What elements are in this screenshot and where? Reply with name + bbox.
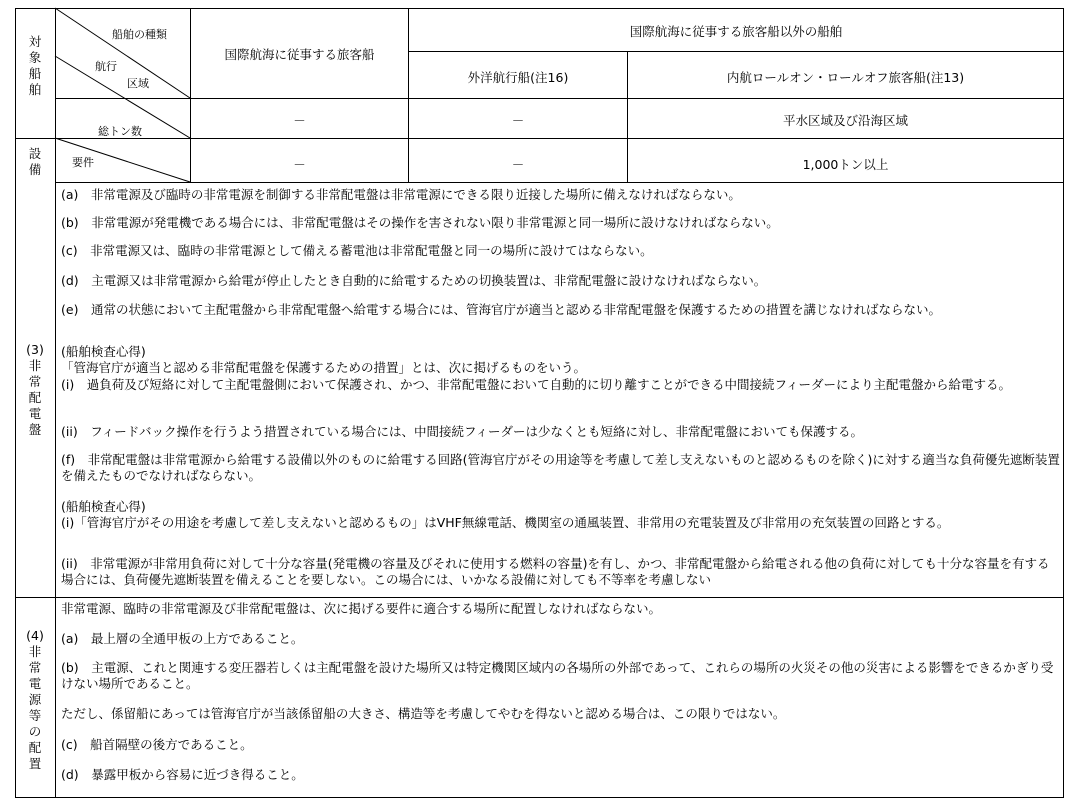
col-ocean-going: 外洋航行船(注16) bbox=[467, 70, 569, 85]
section3-para-d: (d) 主電源又は非常電源から給電が停止したとき自動的に給電するための切換装置は、非常配電盤に設けなければならない。 bbox=[61, 273, 767, 288]
section3-para-f: (f) 非常配電盤は非常電源から給電する設備以外のものに給電する回路(管海官庁がその用途等を考慮して差し支えないものと認めるものを除く)に対する適当な負荷優先遮断装置を備えたものでなければならない。 bbox=[61, 452, 1060, 483]
tonnage-value-international: － bbox=[293, 157, 306, 172]
col-other-than-international: 国際航海に従事する旅客船以外の船舶 bbox=[629, 24, 843, 39]
diagonal-line-upper bbox=[55, 8, 190, 98]
diag-navigation-1: 航行 bbox=[95, 60, 117, 73]
section4-para-c: (c) 船首隔壁の後方であること。 bbox=[61, 737, 253, 752]
facility-label: 設 備 bbox=[28, 146, 42, 177]
nav-value-ocean-going: － bbox=[511, 113, 525, 128]
section3-para-e: (e) 通常の状態において主配電盤から非常配電盤へ給電する場合には、管海官庁が適当と認める非常配電盤を保護するための措置を講じなければならない。 bbox=[61, 302, 941, 317]
section4-para-b: (b) 主電源、これと関連する変圧器若しくは主配電盤を設けた場所又は特定機関区域内の各場所の外部であって、これらの場所の火災その他の災害による影響をできるかぎり受けない場所であること。 bbox=[61, 660, 1054, 691]
nav-value-domestic: 平水区域及び沿海区域 bbox=[782, 113, 908, 128]
section3-para-c: (c) 非常電源又は、臨時の非常電源として備える蓄電池は非常配電盤と同一の場所に設けてはならない。 bbox=[61, 243, 653, 258]
section3-guide-intro: 「管海官庁が適当と認める非常配電盤を保護するための措置」とは、次に掲げるものをいう。 bbox=[61, 360, 587, 375]
section3-guide-heading-1: (船舶検査心得) bbox=[61, 344, 146, 359]
section3-guide-ii: (ii) フィードバック操作を行うよう措置されている場合には、中間接続フィーダーは少なくとも短絡に対し、非常配電盤においても保護する。 bbox=[61, 424, 863, 439]
section3-label: (3) 非 常 配 電 盤 bbox=[26, 342, 44, 437]
section3-guide2-ii: (ii) 非常電源が非常用負荷に対して十分な容量(発電機の容量及びそれに使用する燃料の容量)を有し、かつ、非常配電盤から給電される他の負荷に対しても十分な容量を有する場合には、負荷優先遮断装置を備えることを要しない。この場合には、いかなる設備に対しても不等率を考慮しない bbox=[61, 556, 1050, 587]
section3-guide2-i: (i)「管海官庁がその用途を考慮して差し支えないと認めるもの」はVHF無線電話、機関室の通風装置、非常用の充電装置及び非常用の充気装置の回路とする。 bbox=[61, 515, 950, 530]
diag-navigation-2: 区域 bbox=[127, 77, 149, 90]
section4-para-a: (a) 最上層の全通甲板の上方であること。 bbox=[61, 631, 304, 646]
target-ship-label: 対 象 船 舶 bbox=[28, 34, 42, 97]
tonnage-value-domestic: 1,000トン以上 bbox=[802, 157, 889, 172]
section3-para-b: (b) 非常電源が発電機である場合には、非常配電盤はその操作を害されない限り非常電源と同一場所に設けなければならない。 bbox=[61, 215, 779, 230]
section4-para-d: (d) 暴露甲板から容易に近づき得ること。 bbox=[61, 767, 304, 782]
section3-guide-heading-2: (船舶検査心得) bbox=[61, 499, 146, 514]
diag-ship-type: 船舶の種類 bbox=[112, 28, 167, 41]
diag-gross-tonnage: 総トン数 bbox=[98, 125, 142, 138]
col-domestic-roro: 内航ロールオン・ロールオフ旅客船(注13) bbox=[726, 70, 965, 85]
nav-value-international: － bbox=[293, 113, 306, 128]
requirement-label: 要件 bbox=[72, 156, 94, 169]
section3-guide-i: (i) 過負荷及び短絡に対して主配電盤側において保護され、かつ、非常配電盤において自動的に切り離すことができる中間接続フィーダーにより主配電盤から給電する。 bbox=[61, 377, 1011, 392]
col-international-passenger: 国際航海に従事する旅客船 bbox=[224, 47, 375, 62]
section4-proviso: ただし、係留船にあっては管海官庁が当該係留船の大きさ、構造等を考慮してやむを得ないと認める場合は、この限りではない。 bbox=[61, 706, 786, 721]
tonnage-value-ocean-going: － bbox=[511, 157, 525, 172]
section4-label: (4) 非 常 電 源 等 の 配 置 bbox=[26, 628, 44, 771]
section4-intro: 非常電源、臨時の非常電源及び非常配電盤は、次に掲げる要件に適合する場所に配置しなければならない。 bbox=[61, 601, 662, 616]
section3-para-a: (a) 非常電源及び臨時の非常電源を制御する非常配電盤は非常電源にできる限り近接した場所に備えなければならない。 bbox=[61, 187, 741, 202]
